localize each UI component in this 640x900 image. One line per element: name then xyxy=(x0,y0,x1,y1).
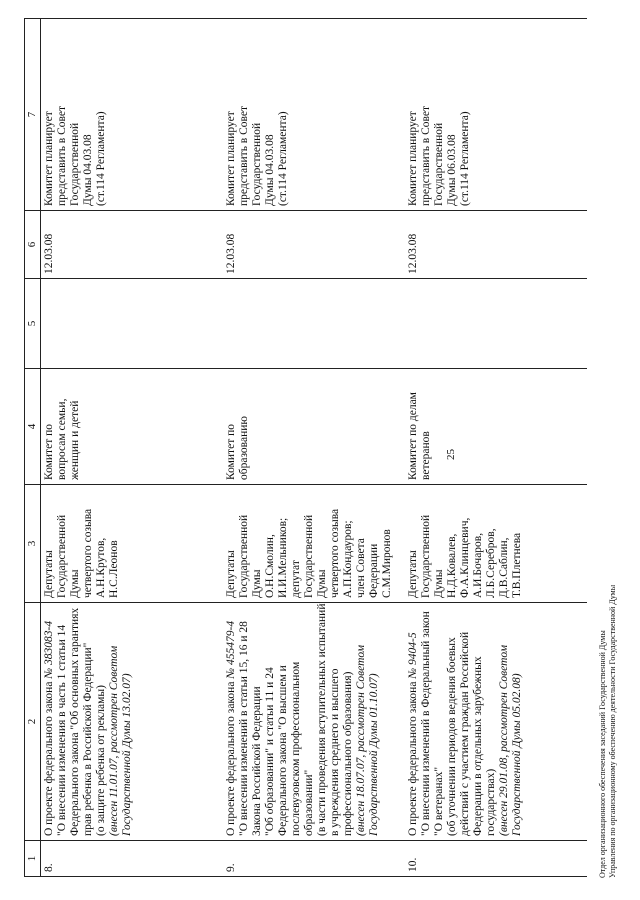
bill-note: Государственной Думы 13.02.07) xyxy=(121,673,133,836)
bill-authors xyxy=(405,485,587,603)
plan-line: Думы 06.03.08 xyxy=(446,134,458,206)
title-line: послевузовском профессиональном xyxy=(290,661,302,836)
committee-line: женщин и детей xyxy=(69,400,81,480)
author-line: Л.Б.Серебров, xyxy=(485,528,497,598)
bill-date: 12.03.08 xyxy=(41,211,224,279)
header-cell: 1 xyxy=(25,841,41,877)
author-line: депутат xyxy=(290,560,302,598)
footer-line: Отдел организационного обеспечения заседаний Государственной Думы xyxy=(598,630,607,878)
row-number: 8. xyxy=(41,841,224,877)
committee-line: образованию xyxy=(238,416,250,480)
author-line: четвертого созыва xyxy=(329,508,341,598)
author-line: Думы xyxy=(251,569,263,598)
author-line: Государственной xyxy=(420,514,432,598)
header-cell: 4 xyxy=(25,369,41,485)
plan-line: Государственной xyxy=(433,122,445,206)
bill-note: Государственной Думы 01.10.07) xyxy=(368,673,380,836)
row-number: 9. xyxy=(223,841,405,877)
author-line: член Совета xyxy=(355,538,367,598)
title-line: (в части проведения вступительных испытаний xyxy=(316,603,328,836)
plan-line: (ст.114 Регламента) xyxy=(277,111,289,206)
table-row xyxy=(223,19,405,877)
title-line: Закона Российской Федерации xyxy=(251,686,263,836)
header-cell: 5 xyxy=(25,279,41,369)
committee-line: Комитет по xyxy=(43,424,55,480)
col5-cell xyxy=(41,279,224,369)
author-line: четвертого созыва xyxy=(82,508,94,598)
bill-committee xyxy=(405,369,587,485)
author-line: Депутаты xyxy=(407,550,419,598)
bill-number: № 9404-5 xyxy=(407,632,419,679)
author-line: Н.С.Леонов xyxy=(108,540,120,598)
title-line: образовании" xyxy=(303,769,315,836)
title-line: О проекте федерального закона № 383083-4 xyxy=(43,620,55,836)
footer xyxy=(598,585,618,878)
plan-line: Комитет планирует xyxy=(43,111,55,206)
author-line: Н.Д.Ковалев, xyxy=(446,533,458,598)
plan-line: Комитет планирует xyxy=(225,111,237,206)
title-line: (о защите ребенка от рекламы) xyxy=(95,685,107,836)
author-line: Ф.А.Клинцевич, xyxy=(459,517,471,598)
plan-line: (ст.114 Регламента) xyxy=(459,111,471,206)
col5-cell xyxy=(223,279,405,369)
plan-line: Государственной xyxy=(69,122,81,206)
author-line: Д.В.Саблин, xyxy=(498,537,510,598)
author-line: Думы xyxy=(69,569,81,598)
title-line: профессионального образования) xyxy=(342,671,354,836)
plan-line: (ст.114 Регламента) xyxy=(95,111,107,206)
title-line: Федерального закона "О высшем и xyxy=(277,665,289,836)
author-line: А.Н.Крутов, xyxy=(95,537,107,598)
author-line: Федерации xyxy=(368,543,380,598)
bill-committee xyxy=(223,369,405,485)
bills-table xyxy=(24,18,587,877)
author-line: Думы xyxy=(433,569,445,598)
header-cell: 7 xyxy=(25,19,41,211)
row-number: 10. xyxy=(405,841,587,877)
bill-number: № 383083-4 xyxy=(43,620,55,679)
title-line: О проекте федерального закона № 9404-5 xyxy=(407,632,419,836)
author-line: А.П.Кондауров; xyxy=(342,520,354,598)
plan-line: Думы 04.03.08 xyxy=(264,134,276,206)
title-line: Федерального закона "Об основных гарантиях xyxy=(69,607,81,836)
table-row xyxy=(41,19,224,877)
plan-line: Думы 04.03.08 xyxy=(82,134,94,206)
title-line: "О ветеранах" xyxy=(433,766,445,836)
plan-line: представить в Совет xyxy=(420,105,432,206)
bill-title xyxy=(223,603,405,841)
table-row xyxy=(405,19,587,877)
bill-date: 12.03.08 xyxy=(223,211,405,279)
plan-line: представить в Совет xyxy=(238,105,250,206)
committee-line: ветеранов xyxy=(420,431,432,480)
header-row xyxy=(25,19,41,877)
header-cell: 3 xyxy=(25,485,41,603)
bill-authors xyxy=(41,485,224,603)
plan-line: представить в Совет xyxy=(56,105,68,206)
title-line: "О внесении изменений в Федеральный закон xyxy=(420,611,432,836)
bill-note: (внесен 29.01.08, рассмотрен Советом xyxy=(498,644,510,836)
author-line: О.Н.Смолин, xyxy=(264,534,276,598)
author-line: А.И.Бочаров, xyxy=(472,532,484,598)
bill-date: 12.03.08 xyxy=(405,211,587,279)
title-line: прав ребенка в Российской Федерации" xyxy=(82,642,94,836)
col5-cell xyxy=(405,279,587,369)
bill-plan xyxy=(223,19,405,211)
plan-line: Комитет планирует xyxy=(407,111,419,206)
title-line: (об уточнении периодов ведения боевых xyxy=(446,637,458,836)
header-cell: 2 xyxy=(25,603,41,841)
author-line: Депутаты xyxy=(225,550,237,598)
bill-authors xyxy=(223,485,405,603)
author-line: Т.В.Плетнева xyxy=(511,532,523,598)
title-line: "О внесении изменений в статьи 15, 16 и 28 xyxy=(238,621,250,836)
title-line: в учреждения среднего и высшего xyxy=(329,668,341,836)
footer-line: Управления по организационному обеспечению деятельности Государственной Думы xyxy=(608,584,617,878)
title-line: О проекте федерального закона № 455479-4 xyxy=(225,620,237,836)
bill-title xyxy=(41,603,224,841)
committee-line: вопросам семьи, xyxy=(56,398,68,480)
author-line: Депутаты xyxy=(43,550,55,598)
title-line: Федерации в отдельных зарубежных xyxy=(472,656,484,836)
title-line: "О внесении изменения в часть 1 статьи 14 xyxy=(56,624,68,836)
plan-line: Государственной xyxy=(251,122,263,206)
bill-number: № 455479-4 xyxy=(225,620,237,679)
bill-title xyxy=(405,603,587,841)
committee-line: Комитет по делам xyxy=(407,392,419,480)
title-line: действий с участием граждан Российской xyxy=(459,631,471,836)
title-line: государствах) xyxy=(485,768,497,836)
bill-plan xyxy=(41,19,224,211)
title-line: "Об образовании" и статьи 11 и 24 xyxy=(264,667,276,836)
bill-note: (внесен 11.01.07, рассмотрен Советом xyxy=(108,645,120,836)
bill-committee xyxy=(41,369,224,485)
committee-line: Комитет по xyxy=(225,424,237,480)
bill-note: (внесен 18.07.07, рассмотрен Советом xyxy=(355,644,367,836)
author-line: Государственной xyxy=(238,514,250,598)
bill-note: Государственной Думы 05.02.08) xyxy=(511,673,523,836)
author-line: И.И.Мельников; xyxy=(277,517,289,598)
header-cell: 6 xyxy=(25,211,41,279)
author-line: С.М.Миронов xyxy=(381,529,393,598)
author-line: Думы xyxy=(316,569,328,598)
page-number: 25 xyxy=(445,449,457,460)
author-line: Государственной xyxy=(303,514,315,598)
bill-plan xyxy=(405,19,587,211)
author-line: Государственной xyxy=(56,514,68,598)
